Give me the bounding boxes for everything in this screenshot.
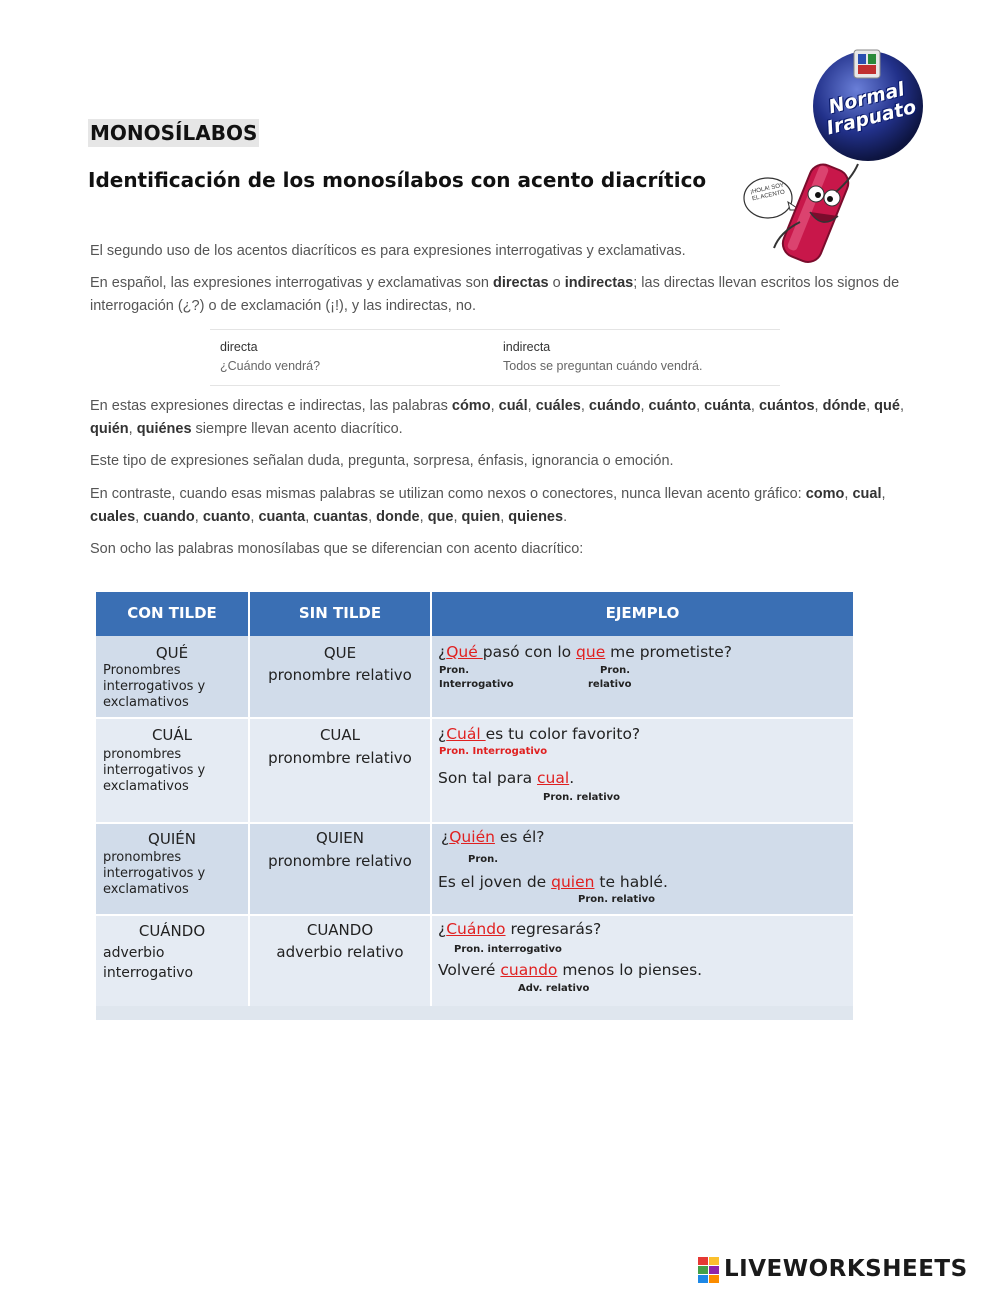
diacritic-table [96, 592, 853, 1020]
grammar-label: Pron. [600, 665, 631, 676]
indirect-header: indirecta [503, 340, 551, 354]
con-word: CUÁNDO [138, 922, 206, 940]
logo-text: Normal Irapuato [824, 78, 919, 140]
example-sentence: Son tal para cual. [438, 769, 575, 787]
header-ejemplo: EJEMPLO [605, 604, 680, 622]
header-con-tilde: CON TILDE [127, 604, 217, 622]
column-divider [430, 592, 432, 1006]
direct-example: ¿Cuándo vendrá? [220, 359, 321, 373]
table-header [96, 592, 853, 636]
liveworksheets-brand [698, 1256, 968, 1283]
column-divider [248, 592, 250, 1006]
paragraph-accented-words: En estas expresiones directas e indirectas, las palabras cómo, cuál, cuáles, cuándo, cuánto, cuánta, cuántos, dónde, qué, quién, quiénes siempre llevan acento diacrítico. [90, 398, 904, 437]
table-row [96, 719, 853, 822]
grammar-label: Pron. relativo [578, 894, 656, 905]
example-sentence: ¿Cuándo regresarás? [438, 920, 602, 938]
con-word: QUIÉN [148, 830, 196, 848]
example-sentence: ¿Cuál es tu color favorito? [438, 725, 641, 743]
sin-word: CUANDO [306, 921, 374, 939]
row-divider [96, 914, 853, 916]
mascot-speech-text: ¡HOLA! SOY EL ACENTO [749, 182, 786, 203]
brand-text: LIVEWORKSHEETS [724, 1256, 968, 1282]
example-sentence: ¿Qué pasó con lo que me prometiste? [438, 643, 733, 661]
con-word: QUÉ [155, 644, 189, 662]
grammar-label: Pron. [439, 665, 470, 676]
sin-word: QUIEN [316, 829, 364, 847]
grammar-label: Adv. relativo [518, 983, 590, 994]
sin-desc: pronombre relativo [268, 749, 412, 767]
sin-desc: adverbio relativo [276, 943, 404, 961]
direct-indirect-table [210, 329, 780, 386]
sin-word: CUAL [319, 726, 361, 744]
con-word: CUÁL [151, 726, 193, 744]
example-sentence: ¿Quién es él? [441, 828, 545, 846]
table-row [96, 916, 853, 1006]
sin-word: QUE [323, 644, 357, 662]
paragraph-intro: El segundo uso de los acentos diacríticos es para expresiones interrogativas y exclamativas. [90, 243, 686, 259]
table-row [96, 636, 853, 717]
grammar-label: Pron. interrogativo [454, 944, 562, 955]
grammar-label: Pron. relativo [543, 792, 621, 803]
paragraph-eight-words: Son ocho las palabras monosílabas que se diferencian con acento diacrítico: [90, 541, 584, 557]
paragraph-contrast: En contraste, cuando esas mismas palabras se utilizan como nexos o conectores, nunca llevan acento gráfico: como, cual, cuales, cuando, cuanto, cuanta, cuantas, donde, que, quien, quienes. [90, 486, 886, 525]
paragraph-expressions: Este tipo de expresiones señalan duda, pregunta, sorpresa, énfasis, ignorancia o emoción. [90, 453, 674, 469]
con-desc: pronombres interrogativos y exclamativos [103, 747, 206, 794]
example-sentence: Es el joven de quien te hablé. [438, 873, 668, 891]
row-divider [96, 717, 853, 719]
page-subtitle: Identificación de los monosílabos con acento diacrítico [88, 168, 707, 192]
example-sentence: Volveré cuando menos lo pienses. [438, 961, 703, 979]
con-desc: pronombres interrogativos y exclamativos [103, 850, 206, 897]
grammar-label: Pron. Interrogativo [439, 746, 548, 757]
page-title: MONOSÍLABOS [90, 121, 258, 145]
sin-desc: pronombre relativo [268, 852, 412, 870]
direct-header: directa [220, 340, 258, 354]
paragraph-direct-indirect: En español, las expresiones interrogativas y exclamativas son directas o indirectas; las directas llevan escritos los signos de interrogación (¿?) o de exclamación (¡!), y las indirectas, no. [90, 275, 900, 314]
grammar-label: Interrogativo [439, 679, 514, 690]
indirect-example: Todos se preguntan cuándo vendrá. [503, 359, 703, 373]
liveworksheets-icon [698, 1257, 720, 1283]
table-row [96, 824, 853, 914]
header-sin-tilde: SIN TILDE [298, 604, 382, 622]
con-desc: adverbio interrogativo [103, 945, 194, 981]
grammar-label: relativo [588, 679, 632, 690]
sin-desc: pronombre relativo [268, 666, 412, 684]
school-logo [808, 44, 926, 164]
con-desc: Pronombres interrogativos y exclamativos [103, 663, 206, 710]
grammar-label: Pron. [468, 854, 499, 865]
row-divider [96, 822, 853, 824]
